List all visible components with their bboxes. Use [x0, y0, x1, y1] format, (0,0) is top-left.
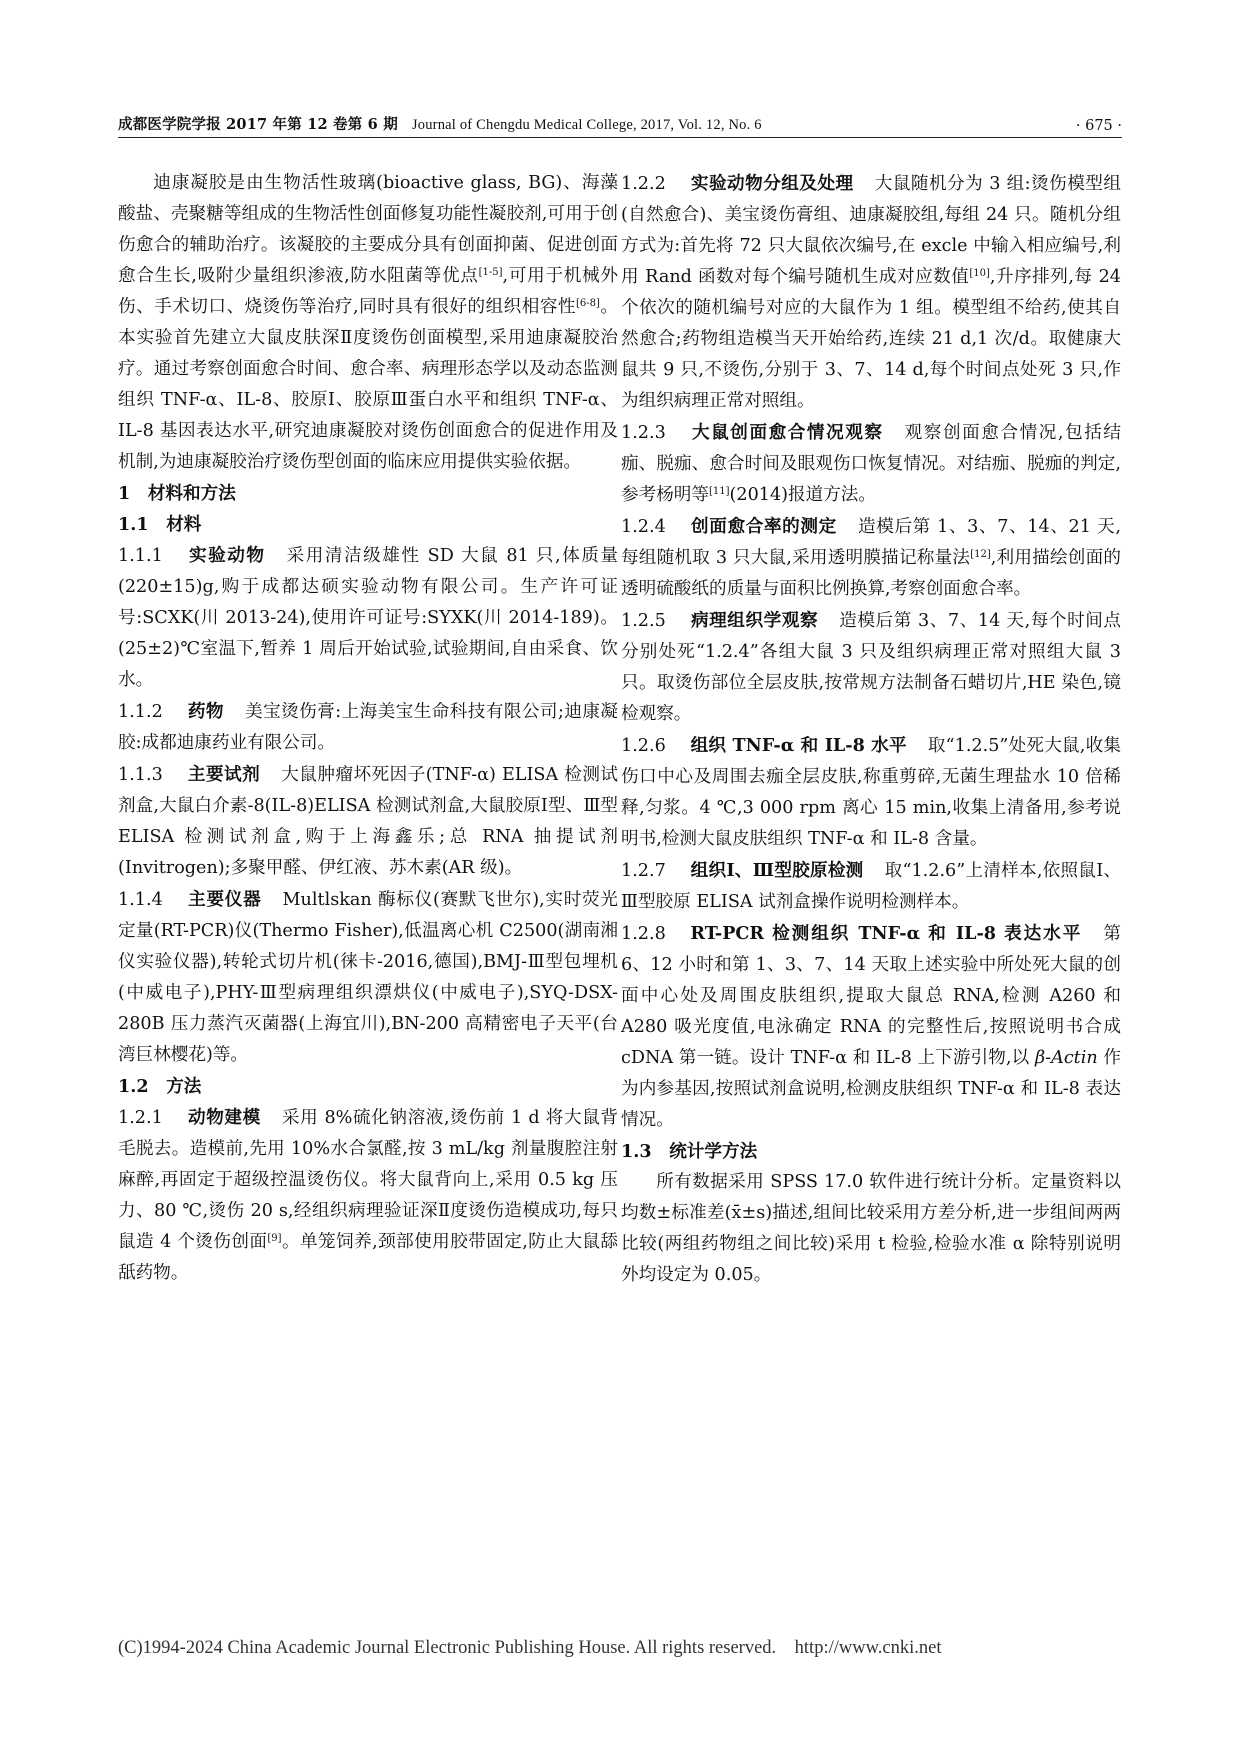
running-header — [118, 108, 1122, 134]
subsection-1-2-6: 1.2.6 组织 TNF-α 和 IL-8 水平 取“1.2.5”处死大鼠,收集伤口中心及周围去痂全层皮肤,称重剪碎,无菌生理盐水 10 倍稀释,匀浆。4 ℃,3 000 rpm 离心 15 min,收集上清备用,参考说明书,检测大鼠皮肤组织 TNF-α 和 IL-8 含量。 — [621, 735, 1121, 849]
section-heading-1: 1 材料和方法 — [118, 483, 236, 504]
subsection-1-2-2: 1.2.2 实验动物分组及处理 大鼠随机分为 3 组:烫伤模型组(自然愈合)、美宝烫伤膏组、迪康凝胶组,每组 24 只。随机分组方式为:首先将 72 只大鼠依次编号,在 excle 中输入相应编号,利用 Rand 函数对每个编号随机生成对应数值[10],升序排列,每 24 个依次的随机编号对应的大鼠作为 1 组。模型组不给药,使其自然愈合;药物组造模当天开始给药,连续 21 d,1 次/d。取健康大鼠共 9 只,不烫伤,分别于 3、7、14 d,每个时间点处死 3 只,作为组织病理正常对照组。 — [621, 173, 1121, 411]
intro-text-3: 。本实验首先建立大鼠皮肤深Ⅱ度烫伤创面模型,采用迪康凝胶治疗。通过考察创面愈合时间、愈合率、病理形态学以及动态监测组织 TNF-α、IL-8、胶原Ⅰ、胶原Ⅲ蛋白水平和组织 TNF-α、IL-8 基因表达水平,研究迪康凝胶对烫伤创面愈合的促进作用及机制,为迪康凝胶治疗烫伤型创面的临床应用提供实验依据。 — [118, 297, 618, 472]
copyright-footer — [118, 1638, 941, 1659]
cnki-link[interactable]: http://www.cnki.net — [794, 1638, 942, 1658]
copyright-text: (C)1994-2024 China Academic Journal Electronic Publishing House. All rights reserved. — [118, 1638, 777, 1658]
subsection-1-1-3: 1.1.3 主要试剂 大鼠肿瘤坏死因子(TNF-α) ELISA 检测试剂盒,大鼠白介素-8(IL-8)ELISA 检测试剂盒,大鼠胶原Ⅰ型、Ⅲ型 ELISA 检测试剂盒,购于上海鑫乐;总 RNA 抽提试剂(Invitrogen);多聚甲醛、伊红液、苏木素(AR 级)。 — [118, 764, 618, 878]
section-heading-1-3: 1.3 统计学方法 — [621, 1141, 758, 1162]
citation-ref: [12] — [970, 549, 991, 560]
journal-name-cn: 成都医学院学报 2017 年第 12 卷第 6 期 — [118, 116, 398, 133]
subsection-1-2-3: 1.2.3 大鼠创面愈合情况观察 观察创面愈合情况,包括结痂、脱痂、愈合时间及眼观伤口恢复情况。对结痂、脱痂的判定,参考杨明等[11](2014)报道方法。 — [621, 422, 1121, 505]
subsection-1-2-5: 1.2.5 病理组织学观察 造模后第 3、7、14 天,每个时间点分别处死“1.2.4”各组大鼠 3 只及组织病理正常对照组大鼠 3 只。取烫伤部位全层皮肤,按常规方法制备石蜡切片,HE 染色,镜检观察。 — [621, 610, 1121, 724]
subsection-1-1-4: 1.1.4 主要仪器 Multlskan 酶标仪(赛默飞世尔),实时荧光定量(RT-PCR)仪(Thermo Fisher),低温离心机 C2500(湖南湘仪实验仪器),转轮式切片机(徕卡-2016,德国),BMJ-Ⅲ型包埋机(中威电子),PHY-Ⅲ型病理组织漂烘仪(中威电子),SYQ-DSX-280B 压力蒸汽灭菌器(上海宜川),BN-200 高精密电子天平(台湾巨林樱花)等。 — [118, 889, 618, 1065]
intro-paragraph — [118, 168, 618, 478]
subsection-1-1-2: 1.1.2 药物 美宝烫伤膏:上海美宝生命科技有限公司;迪康凝胶:成都迪康药业有限公司。 — [118, 701, 618, 753]
subsection-1-2-4: 1.2.4 创面愈合率的测定 造模后第 1、3、7、14、21 天,每组随机取 3 只大鼠,采用透明膜描记称量法[12],利用描绘创面的透明硫酸纸的质量与面积比例换算,考察创面愈合率。 — [621, 516, 1121, 599]
subsection-1-2-1: 1.2.1 动物建模 采用 8%硫化钠溶液,烫伤前 1 d 将大鼠背毛脱去。造模前,先用 10%水合氯醛,按 3 mL/kg 剂量腹腔注射麻醉,再固定于超级控温烫伤仪。将大鼠背向上,采用 0.5 kg 压力、80 ℃,烫伤 20 s,经组织病理验证深Ⅱ度烫伤造模成功,每只鼠造 4 个烫伤创面[9]。单笼饲养,颈部使用胶带固定,防止大鼠舔舐药物。 — [118, 1107, 618, 1283]
intro-text: 迪康凝胶是由生物活性玻璃(bioactive glass, BG)、海藻酸盐、壳聚糖等组成的生物活性创面修复功能性凝胶剂,可用于创伤愈合的辅助治疗。该凝胶的主要成分具有创面抑菌、促进创面愈合生长,吸附少量组织渗液,防水阻菌等优点 — [118, 173, 618, 286]
subsection-1-1-1: 1.1.1 实验动物 采用清洁级雄性 SD 大鼠 81 只,体质量(220±15)g,购于成都达硕实验动物有限公司。生产许可证号:SCXK(川 2013-24),使用许可证号:SYXK(川 2014-189)。(25±2)℃室温下,暂养 1 周后开始试验,试验期间,自由采食、饮水。 — [118, 545, 618, 690]
statistics-paragraph: 所有数据采用 SPSS 17.0 软件进行统计分析。定量资料以均数±标准差(x̄±s)描述,组间比较采用方差分析,进一步组间两两比较(两组药物组之间比较)采用 t 检验,检验水准 α 除特别说明外均设定为 0.05。 — [621, 1172, 1121, 1285]
gene-name: β-Actin — [1035, 1048, 1098, 1068]
citation-ref: [1-5] — [478, 267, 503, 278]
section-heading-1-1: 1.1 材料 — [118, 514, 202, 535]
citation-ref: [6-8] — [576, 298, 600, 309]
subsection-1-2-7: 1.2.7 组织Ⅰ、Ⅲ型胶原检测 取“1.2.6”上清样本,依照鼠Ⅰ、Ⅲ型胶原 ELISA 试剂盒操作说明检测样本。 — [621, 860, 1121, 912]
page-number: · 675 · — [1075, 118, 1122, 134]
left-column — [118, 168, 618, 1289]
citation-ref: [10] — [969, 268, 990, 279]
section-heading-1-2: 1.2 方法 — [118, 1076, 202, 1097]
citation-ref: [11] — [708, 486, 730, 497]
subsection-1-2-8: 1.2.8 RT-PCR 检测组织 TNF-α 和 IL-8 表达水平 第 6、12 小时和第 1、3、7、14 天取上述实验中所处死大鼠的创面中心处及周围皮肤组织,提取大鼠总 RNA,检测 A260 和 A280 吸光度值,电泳确定 RNA 的完整性后,按照说明书合成 cDNA 第一链。设计 TNF-α 和 IL-8 上下游引物,以 β-Actin 作为内参基因,按照试剂盒说明,检测皮肤组织 TNF-α 和 IL-8 表达情况。 — [621, 923, 1122, 1130]
citation-ref: [9] — [267, 1233, 282, 1244]
right-column — [621, 168, 1121, 1291]
intro-text-2: ,可用于机械外伤、手术切口、烧烫伤等治疗,同时具有很好的组织相容性 — [118, 266, 619, 317]
journal-name-en: Journal of Chengdu Medical College, 2017, Vol. 12, No. 6 — [411, 117, 762, 133]
header-rule — [118, 137, 1122, 138]
journal-citation — [118, 113, 762, 134]
